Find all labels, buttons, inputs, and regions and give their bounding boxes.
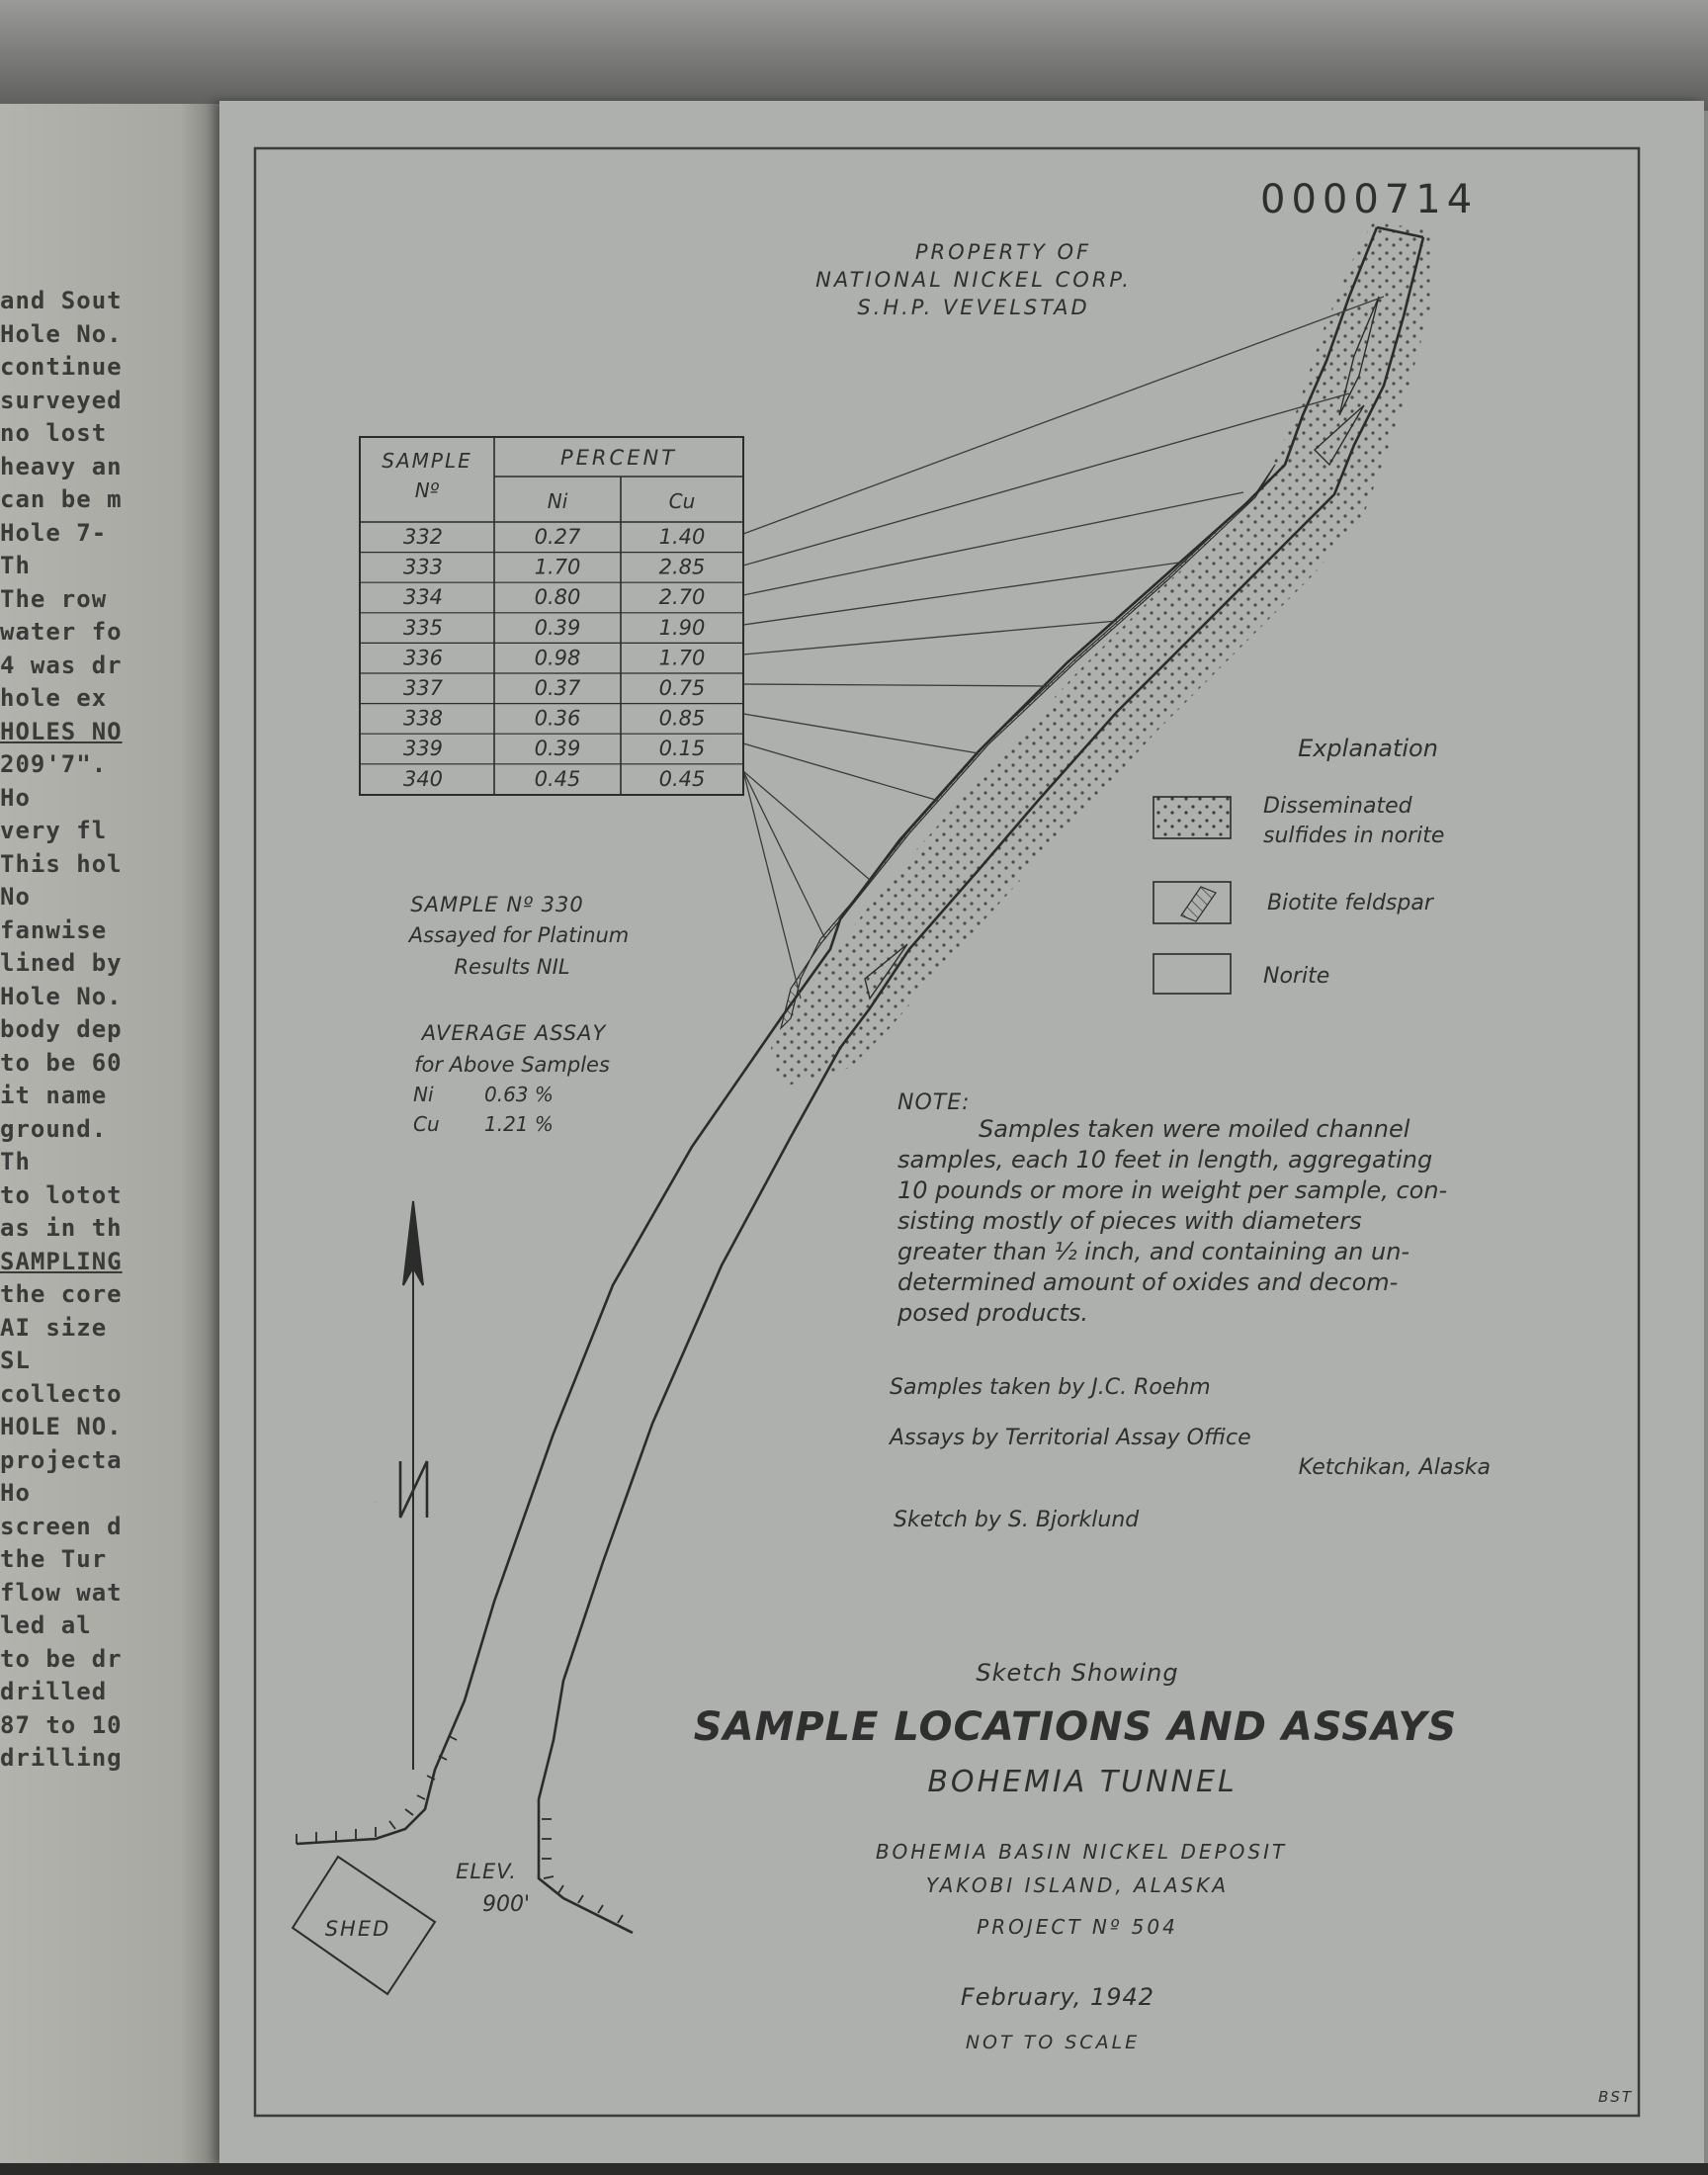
north-arrow (400, 1201, 427, 1770)
table-cell-ni: 0.80 (534, 585, 581, 610)
left-page-line: The row (0, 584, 108, 613)
property-line-3: S.H.P. VEVELSTAD (857, 296, 1090, 319)
map-border (255, 148, 1639, 2116)
left-page-line: water fo (0, 618, 123, 646)
table-cell-ni: 1.70 (534, 555, 581, 579)
left-page-line: fanwise (0, 915, 108, 944)
table-cell-ni: 0.37 (534, 676, 581, 701)
left-page-line: body dep (0, 1015, 123, 1043)
note-line: sisting mostly of pieces with diameters (897, 1207, 1362, 1235)
property-stamp (815, 240, 1132, 319)
note-line: determined amount of oxides and decom- (897, 1268, 1399, 1296)
table-cell-cu: 2.70 (658, 585, 706, 610)
left-page-line: Th (0, 552, 31, 579)
left-page-line: No (0, 883, 31, 911)
table-cell-sample: 332 (402, 525, 444, 550)
sample-330-note (407, 893, 630, 979)
legend-title: Explanation (1298, 735, 1438, 762)
table-cell-sample: 340 (402, 766, 444, 791)
left-page-line: and Sout (0, 287, 123, 314)
sample-330-line-1: SAMPLE Nº 330 (410, 893, 584, 916)
sulfide-zone (771, 222, 1433, 1088)
left-page-line: Th (0, 1148, 31, 1175)
portal-hachures (297, 1736, 623, 1923)
left-page-line: flow wat (0, 1578, 123, 1607)
left-page-line: SAMPLING (0, 1247, 123, 1275)
average-ni-label: Ni (413, 1083, 434, 1106)
scan-top-edge (0, 0, 1708, 111)
tunnel-outline (297, 227, 1423, 1933)
table-header-cu: Cu (668, 489, 696, 513)
legend (1153, 735, 1444, 994)
left-page-line: no lost (0, 419, 108, 447)
table-cell-sample: 337 (402, 676, 444, 701)
map-drawing (219, 101, 1704, 2165)
average-cu-label: Cu (413, 1112, 440, 1136)
title-main: SAMPLE LOCATIONS AND ASSAYS (693, 1704, 1458, 1750)
average-title: AVERAGE ASSAY (421, 1021, 607, 1045)
left-page-line: SL (0, 1347, 31, 1374)
left-page-line: to be 60 (0, 1048, 123, 1077)
note-line: Samples taken were moiled channel (979, 1115, 1410, 1143)
credit-samples: Samples taken by J.C. Roehm (890, 1375, 1211, 1400)
left-page-line: lined by (0, 949, 123, 977)
legend-swatch-norite (1153, 954, 1231, 994)
shed-label: SHED (324, 1917, 391, 1941)
table-cell-cu: 0.75 (658, 676, 706, 701)
title-island: YAKOBI ISLAND, ALASKA (925, 1873, 1230, 1897)
title-date: February, 1942 (960, 1983, 1155, 2011)
average-assay (413, 1021, 610, 1136)
table-header-sample: SAMPLE (382, 449, 472, 473)
credit-sketch: Sketch by S. Bjorklund (894, 1508, 1140, 1532)
north-arrow-label: N (376, 1503, 377, 1504)
table-cell-ni: 0.39 (534, 615, 581, 640)
table-cell-sample: 336 (402, 646, 444, 670)
note-line: greater than ½ inch, and containing an un- (897, 1238, 1410, 1265)
average-ni-value: 0.63 % (484, 1083, 554, 1106)
left-page-line: collecto (0, 1379, 123, 1408)
table-header-no: Nº (414, 478, 440, 502)
table-cell-cu: 0.15 (658, 737, 706, 761)
table-cell-ni: 0.36 (534, 706, 581, 731)
left-page-line: surveyed (0, 386, 123, 414)
table-cell-sample: 333 (402, 555, 444, 579)
left-page-line: AI size (0, 1313, 108, 1342)
legend-sulfides-line-2: sulfides in norite (1263, 824, 1445, 848)
property-line-2: NATIONAL NICKEL CORP. (815, 268, 1132, 292)
title-deposit: BOHEMIA BASIN NICKEL DEPOSIT (875, 1840, 1288, 1864)
left-page-line: led al (0, 1611, 92, 1639)
table-cell-cu: 2.85 (658, 555, 706, 579)
left-page-margin (0, 104, 225, 2165)
title-tunnel: BOHEMIA TUNNEL (927, 1765, 1238, 1799)
title-scale: NOT TO SCALE (965, 2032, 1141, 2053)
left-page-line: HOLE NO. (0, 1413, 123, 1440)
table-cell-ni: 0.45 (534, 766, 581, 791)
note-line: posed products. (897, 1299, 1089, 1327)
table-cell-cu: 0.45 (658, 766, 706, 791)
left-page-line: Hole 7- (0, 518, 108, 547)
left-page-line: Hole No. (0, 319, 123, 348)
left-page-line: continue (0, 353, 123, 381)
left-page-line: hole ex (0, 684, 108, 712)
left-page-line: 4 was dr (0, 651, 123, 679)
title-project: PROJECT Nº 504 (977, 1915, 1178, 1939)
left-page-line: the core (0, 1280, 123, 1308)
left-page-line: 209'7". (0, 750, 108, 778)
left-page-line: projecta (0, 1445, 123, 1474)
left-page-line: Hole No. (0, 982, 123, 1010)
property-line-1: PROPERTY OF (914, 240, 1092, 264)
legend-sulfides-line-1: Disseminated (1263, 794, 1412, 819)
table-cell-cu: 1.90 (658, 615, 706, 640)
left-page-line: This hol (0, 849, 123, 878)
left-page-line: it name (0, 1082, 108, 1109)
left-page-line: drilled (0, 1678, 108, 1705)
table-header-ni: Ni (547, 489, 568, 513)
table-cell-cu: 1.40 (658, 525, 706, 550)
left-page-line: can be m (0, 485, 123, 513)
credit-assays-line-2: Ketchikan, Alaska (1298, 1455, 1491, 1480)
note-block (897, 1090, 1447, 1327)
note-line: 10 pounds or more in weight per sample, con- (897, 1176, 1448, 1204)
left-page-line: HOLES NO (0, 717, 123, 745)
left-page-line: to be dr (0, 1644, 123, 1673)
table-header-percent: PERCENT (560, 446, 677, 470)
table-cell-cu: 1.70 (658, 646, 706, 670)
left-page-line: to lotot (0, 1180, 123, 1209)
left-page-line: very fl (0, 817, 108, 844)
elevation-label: ELEV. (456, 1860, 517, 1883)
legend-norite-label: Norite (1263, 964, 1330, 989)
left-page-line: drilling (0, 1744, 123, 1772)
left-page-line: heavy an (0, 452, 123, 480)
table-cell-ni: 0.98 (534, 646, 581, 670)
document-number: 0000714 (1260, 177, 1479, 222)
elevation-value: 900' (481, 1892, 531, 1917)
left-page-line: screen d (0, 1512, 123, 1540)
table-cell-sample: 338 (402, 706, 444, 731)
legend-swatch-sulfides (1153, 797, 1231, 838)
legend-biotite-label: Biotite feldspar (1267, 891, 1433, 915)
drafter-initials: BST (1598, 2088, 1633, 2106)
title-block (694, 1659, 1457, 2053)
table-cell-sample: 339 (402, 737, 444, 761)
title-sketch-showing: Sketch Showing (976, 1659, 1179, 1687)
credit-assays-line-1: Assays by Territorial Assay Office (890, 1426, 1251, 1450)
map-sheet (219, 101, 1704, 2165)
sample-330-line-3: Results NIL (454, 955, 570, 979)
left-page-line: 87 to 10 (0, 1710, 123, 1739)
sample-330-line-2: Assayed for Platinum (408, 923, 630, 947)
table-cell-cu: 0.85 (658, 706, 706, 731)
left-page-line: the Tur (0, 1545, 108, 1573)
note-line: samples, each 10 feet in length, aggregating (897, 1146, 1433, 1174)
table-cell-ni: 0.39 (534, 737, 581, 761)
average-subtitle: for Above Samples (414, 1053, 610, 1077)
shed (293, 1857, 435, 1994)
left-page-line: Ho (0, 783, 31, 812)
left-page-line: as in th (0, 1214, 123, 1242)
table-cell-sample: 335 (402, 615, 444, 640)
left-page-line: ground. (0, 1114, 108, 1143)
credits (888, 1375, 1491, 1532)
note-title: NOTE: (897, 1090, 971, 1115)
table-cell-ni: 0.27 (534, 525, 581, 550)
table-cell-sample: 334 (402, 585, 444, 610)
left-page-line: Ho (0, 1479, 31, 1507)
sample-table (360, 437, 743, 795)
scan-bottom-edge (0, 2163, 1708, 2175)
average-cu-value: 1.21 % (484, 1112, 554, 1136)
